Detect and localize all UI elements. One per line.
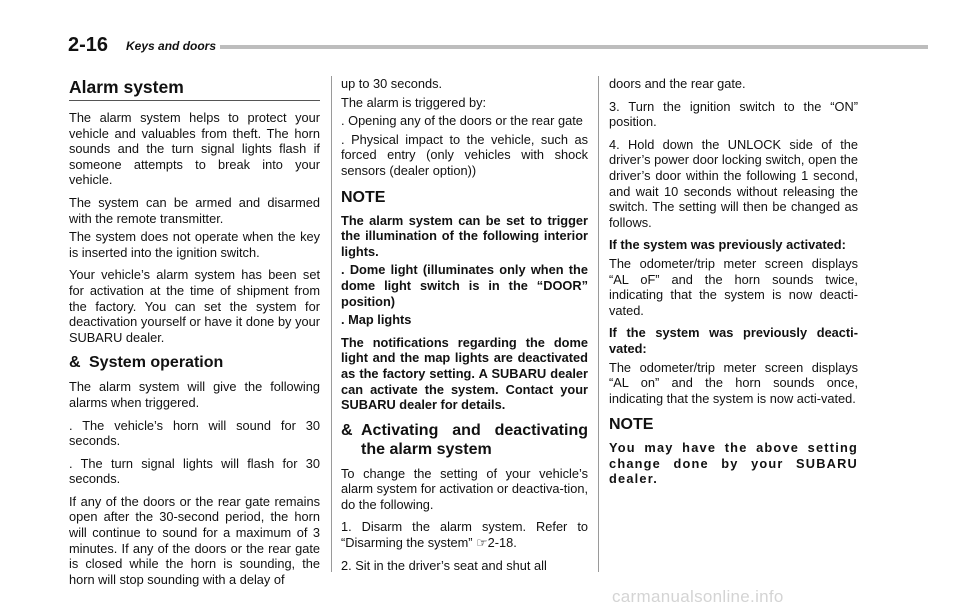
column-1: [69, 76, 320, 594]
paragraph: To change the setting of your vehicle’s alarm system for activation or deactiva-tion, do the following.: [341, 465, 588, 512]
note-text: The alarm system can be set to trigger the illumination of the following interior lights.: [341, 212, 588, 259]
step-item: 3. Turn the ignition switch to the “ON” position.: [609, 98, 858, 130]
condition-heading: If the system was previously deacti-vated:: [609, 325, 858, 356]
bullet-item: . Physical impact to the vehicle, such as forced entry (only vehicles with shock sensors (dealer option)): [341, 131, 588, 178]
paragraph: The alarm system will give the following alarms when triggered.: [69, 379, 320, 410]
column-2: [341, 76, 588, 580]
page-number: 2-16: [68, 34, 109, 56]
subsection-heading: [69, 353, 320, 372]
subsection-heading: [341, 421, 588, 459]
note-bullet: . Dome light (illuminates only when the dome light switch is in the “DOOR” position): [341, 262, 588, 309]
section-mark: &: [341, 421, 353, 439]
section-name: Keys and doors: [126, 39, 217, 53]
subsection-title: Activating and deactivating the alarm system: [361, 421, 588, 458]
watermark: carmanualsonline.info: [612, 587, 784, 606]
step-item: 2. Sit in the driver’s seat and shut all: [341, 557, 547, 573]
step-item: 1. Disarm the alarm system. Refer to “Disarming the system” ☞2-18.: [341, 519, 588, 551]
paragraph: The system does not operate when the key is inserted into the ignition switch.: [69, 229, 320, 260]
note-bullet: . Map lights: [341, 312, 412, 328]
section-mark: &: [69, 354, 81, 372]
paragraph: The alarm is triggered by:: [341, 94, 487, 110]
paragraph: doors and the rear gate.: [609, 76, 746, 91]
column-3: [609, 76, 858, 494]
note-label: NOTE: [609, 416, 654, 434]
bullet-item: . The turn signal lights will flash for 30 seconds.: [69, 455, 320, 487]
bullet-item: . The vehicle’s horn will sound for 30 seconds.: [69, 417, 320, 449]
note-label: NOTE: [341, 188, 386, 206]
paragraph: If any of the doors or the rear gate remains open after the 30-second period, the horn will continue to sound for a maximum of 3 minutes. If any of the doors or the rear gate is closed while the horn is sounding, the horn will stop sounding with a delay of: [69, 493, 320, 587]
page-header: [68, 34, 928, 56]
subsection-title: System operation: [89, 354, 224, 372]
paragraph: The odometer/trip meter screen displays “AL oF” and the horn sounds twice, indicating that the system is now deacti-vated.: [609, 255, 858, 318]
column-divider: [598, 76, 599, 572]
section-title: Alarm system: [69, 77, 184, 97]
title-rule: [69, 100, 320, 101]
note-text: You may have the above setting change done by your SUBARU dealer.: [609, 440, 858, 487]
note-text: The notifications regarding the dome light and the map lights are deactivated as the factory setting. A SUBARU dealer can activate the system. Contact your SUBARU dealer for details.: [341, 334, 588, 413]
paragraph: The alarm system helps to protect your vehicle and valuables from theft. The horn sounds and the turn signal lights flash if someone attempts to break into your vehicle.: [69, 110, 320, 188]
column-divider: [331, 76, 332, 572]
step-item: 4. Hold down the UNLOCK side of the driver’s power door locking switch, open the driver’s door within the following 1 second, and wait 10 seconds without releasing the switch. The setting will then be changed as follows.: [609, 136, 858, 230]
paragraph: The odometer/trip meter screen displays “AL on” and the horn sounds once, indicating that the system is now acti-vated.: [609, 359, 858, 406]
paragraph: The system can be armed and disarmed with the remote transmitter.: [69, 194, 320, 226]
bullet-item: . Opening any of the doors or the rear gate: [341, 113, 583, 129]
condition-heading: If the system was previously activated:: [609, 237, 846, 253]
paragraph: up to 30 seconds.: [341, 76, 443, 91]
paragraph: Your vehicle’s alarm system has been set for activation at the time of shipment from the factory. You can set the system for deactivation yourself or have it done by your SUBARU dealer.: [69, 267, 320, 345]
header-rule: [220, 45, 928, 49]
